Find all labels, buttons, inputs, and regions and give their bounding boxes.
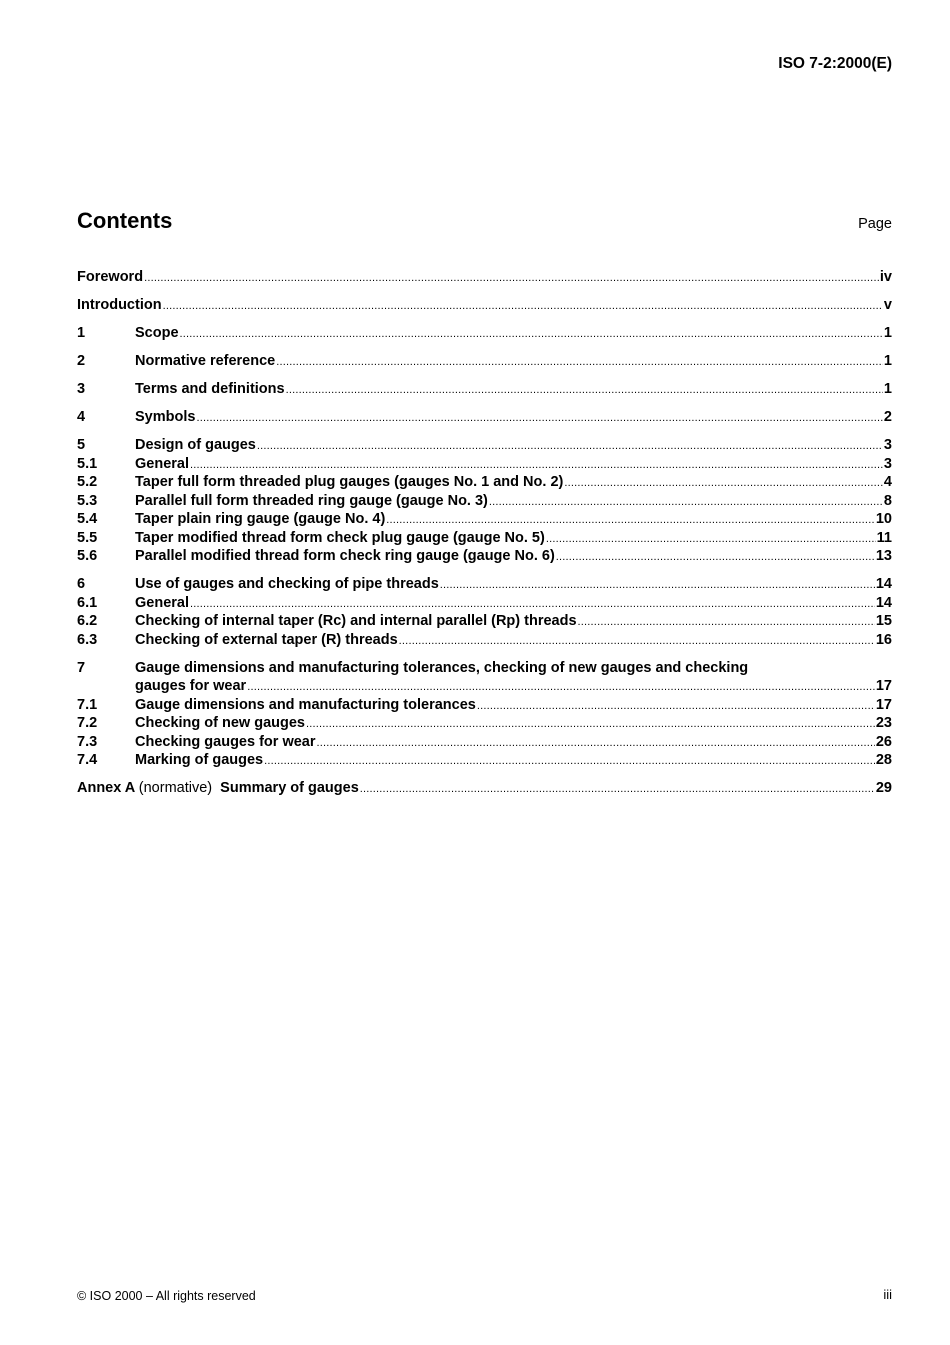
toc-entry-number: 7.3 [77,733,98,750]
toc-entry-page: 14 [875,576,892,592]
toc-entry-title: Parallel modified thread form check ring gauge (gauge No. 6) [135,548,555,564]
toc-entry-title: General [135,594,189,611]
toc-entry-number: 5.3 [77,492,98,509]
toc-entry-7[interactable] [77,659,892,696]
toc-entry-title: Use of gauges and checking of pipe threads [135,576,439,592]
leader-dots [247,678,875,697]
toc-entry-page: 14 [875,594,892,611]
toc-entry-page: iv [879,269,892,285]
toc-entry-3[interactable] [77,380,892,399]
toc-entry-title: Symbols [135,409,196,425]
toc-entry-page: 2 [883,409,892,425]
toc-entry-page: 28 [875,752,892,768]
table-of-contents [77,268,892,798]
toc-entry-title: Taper modified thread form check plug gauge (gauge No. 5) [135,529,545,546]
toc-entry-page: v [883,297,892,313]
toc-entry-number: 6.1 [77,594,98,611]
toc-entry-page: 3 [883,455,892,472]
toc-entry-5-4[interactable] [77,510,892,529]
toc-entry-title: Parallel full form threaded ring gauge (gauge No. 3) [135,492,488,509]
toc-entry-6-2[interactable] [77,612,892,631]
toc-entry-1[interactable] [77,324,892,343]
page-column-label: Page [858,216,892,232]
toc-entry-number: 7.4 [77,752,98,768]
toc-entry-5-6[interactable] [77,547,892,566]
annex-title: Summary of gauges [220,780,359,796]
leader-dots [286,381,883,400]
leader-dots [578,613,875,632]
leader-dots [190,456,883,475]
toc-entry-6-3[interactable] [77,631,892,650]
toc-entry-page: 17 [875,678,892,694]
contents-heading: Contents [77,208,173,233]
leader-dots [196,409,882,428]
toc-entry-page: 11 [876,529,892,546]
toc-entry-title: Scope [135,325,179,341]
annex-label: Annex A [77,780,135,796]
toc-entry-number: 2 [77,353,86,369]
toc-entry-5-3[interactable] [77,492,892,511]
toc-entry-number: 5.5 [77,529,98,546]
leader-dots [489,493,883,512]
leader-dots [190,595,875,614]
leader-dots [317,734,875,753]
toc-entry-number: 7.1 [77,696,98,713]
toc-entry-title: Terms and definitions [135,381,285,397]
leader-dots [546,530,876,549]
toc-entry-4[interactable] [77,408,892,427]
leader-dots [564,474,883,493]
toc-entry-2[interactable] [77,352,892,371]
toc-entry-introduction[interactable] [77,296,892,315]
toc-entry-foreword[interactable] [77,268,892,287]
leader-dots [306,715,875,734]
toc-entry-title: Marking of gauges [135,752,264,768]
toc-entry-page: 3 [883,437,892,453]
toc-entry-number: 6.2 [77,613,98,629]
toc-entry-7-3[interactable] [77,733,892,752]
document-reference: ISO 7-2:2000(E) [778,55,892,72]
toc-entry-page: 17 [875,696,892,713]
toc-entry-page: 15 [875,613,892,629]
leader-dots [144,269,879,288]
toc-entry-page: 1 [883,325,892,341]
toc-entry-title: Checking gauges for wear [135,733,316,750]
toc-entry-title-line2: gauges for wear [135,678,247,694]
toc-entry-page: 10 [875,511,892,527]
toc-entry-6-1[interactable] [77,594,892,613]
toc-entry-title: General [135,455,189,472]
leader-dots [276,353,883,372]
toc-entry-number: 6.3 [77,631,98,648]
toc-entry-title [77,779,359,798]
toc-entry-number: 7.2 [77,715,98,731]
toc-entry-title: Checking of internal taper (Rc) and internal parallel (Rp) threads [135,613,577,629]
toc-entry-title: Foreword [77,269,144,285]
toc-entry-5-5[interactable] [77,529,892,548]
leader-dots [556,548,875,567]
toc-entry-page: 1 [883,381,892,397]
toc-entry-number: 5.6 [77,548,98,564]
toc-entry-page: 1 [883,353,892,369]
toc-entry-number: 5.1 [77,455,98,472]
annex-type: (normative) [138,780,213,796]
toc-entry-title: Introduction [77,297,162,313]
toc-entry-title: Taper full form threaded plug gauges (gauges No. 1 and No. 2) [135,474,564,490]
toc-entry-annex-a[interactable] [77,779,892,798]
toc-entry-title-line1: Gauge dimensions and manufacturing tolerances, checking of new gauges and checking [135,659,749,676]
toc-entry-number: 6 [77,576,86,592]
toc-entry-number: 4 [77,409,86,425]
toc-entry-title: Gauge dimensions and manufacturing tolerances [135,696,476,713]
leader-dots [163,297,883,316]
copyright-notice: © ISO 2000 – All rights reserved [77,1289,256,1303]
toc-entry-number: 7 [77,659,86,676]
page-number: iii [883,1287,892,1302]
toc-entry-title: Checking of external taper (R) threads [135,631,398,648]
toc-entry-number: 5.4 [77,511,98,527]
toc-entry-6[interactable] [77,575,892,594]
toc-entry-5-2[interactable] [77,473,892,492]
leader-dots [386,511,875,530]
toc-entry-title: Normative reference [135,353,276,369]
toc-entry-5-1[interactable] [77,455,892,474]
toc-entry-page: 29 [875,780,892,796]
leader-dots [180,325,883,344]
toc-entry-7-4[interactable] [77,751,892,770]
toc-entry-5[interactable] [77,436,892,455]
toc-entry-page: 13 [875,548,892,564]
toc-entry-number: 3 [77,381,86,397]
toc-entry-page: 23 [875,715,892,731]
toc-entry-page: 4 [883,474,892,490]
toc-entry-page: 8 [883,492,892,509]
toc-entry-title: Checking of new gauges [135,715,305,731]
leader-dots [440,576,875,595]
toc-entry-page: 16 [875,631,892,648]
toc-entry-7-2[interactable] [77,714,892,733]
toc-entry-number: 5 [77,437,86,453]
leader-dots [477,697,875,716]
toc-entry-number: 1 [77,325,86,341]
leader-dots [360,780,875,799]
toc-entry-7-1[interactable] [77,696,892,715]
leader-dots [264,752,875,771]
toc-entry-title: Design of gauges [135,437,256,453]
toc-entry-number: 5.2 [77,474,98,490]
toc-entry-title: Taper plain ring gauge (gauge No. 4) [135,511,386,527]
leader-dots [257,437,883,456]
leader-dots [399,632,875,651]
toc-entry-page: 26 [875,733,892,750]
